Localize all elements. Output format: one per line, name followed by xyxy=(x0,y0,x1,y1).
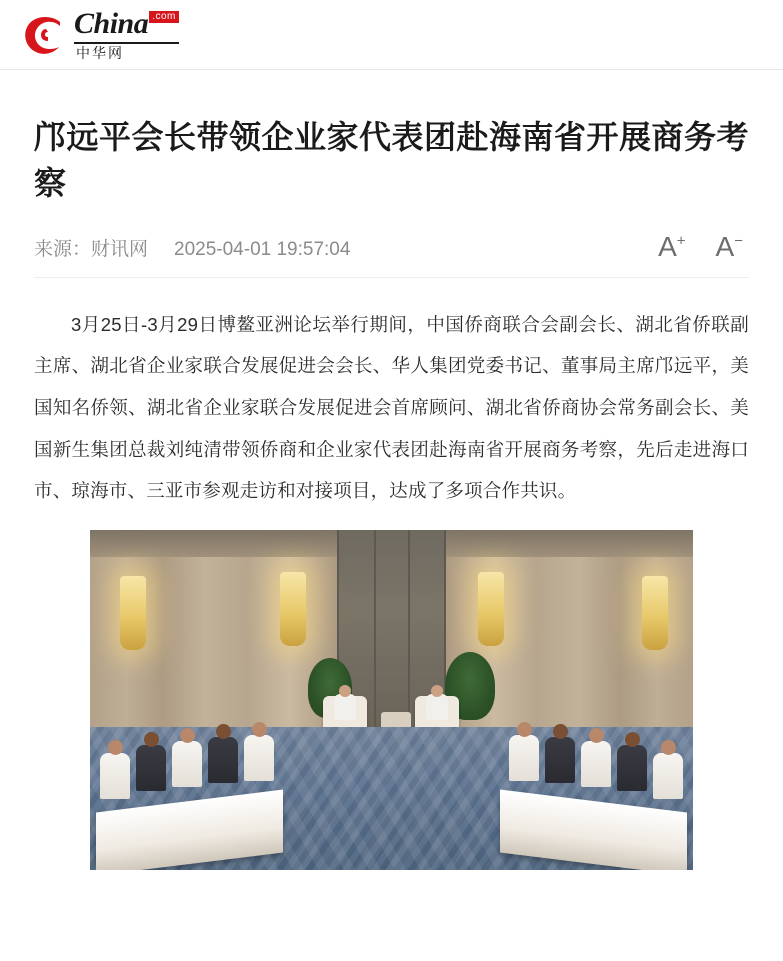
font-increase-label: A xyxy=(658,230,677,262)
logo-badge: .com xyxy=(149,11,179,23)
article-image xyxy=(90,530,693,870)
logo-main-text: China xyxy=(74,7,149,40)
attendee xyxy=(208,737,238,783)
conference-table xyxy=(500,789,687,870)
article-paragraph: 3月25日-3月29日博鳌亚洲论坛举行期间，中国侨商联合会副会长、湖北省侨联副主席、湖北省企业家联合发展促进会会长、华人集团党委书记、董事局主席邝远平，美国知名侨领、湖北省企业家联合发展促进会首席顾问、湖北省侨商协会常务副会长、美国新生集团总裁刘纯清带领侨商和企业家代表团赴海南省开展商务考察，先后走进海口市、琼海市、三亚市参观走访和对接项目，达成了多项合作共识。 xyxy=(34,313,749,502)
font-decrease-sup: − xyxy=(734,232,743,250)
conference-table xyxy=(96,789,283,870)
article-timestamp: 2025-04-01 19:57:04 xyxy=(174,238,351,260)
wall-lamp-icon xyxy=(280,572,306,646)
attendee xyxy=(509,735,539,781)
right-delegation-row xyxy=(500,727,687,863)
wall-lamp-icon xyxy=(478,572,504,646)
article-figure-wrapper xyxy=(34,530,749,870)
wall-lamp-icon xyxy=(642,576,668,650)
seated-host xyxy=(334,694,356,720)
attendee xyxy=(244,735,274,781)
site-header xyxy=(0,0,783,70)
font-decrease-button[interactable] xyxy=(715,230,743,262)
china-logo-wordmark xyxy=(74,9,179,60)
china-logo-icon xyxy=(22,13,68,57)
attendee xyxy=(172,741,202,787)
font-increase-button[interactable] xyxy=(658,230,686,262)
article-body xyxy=(34,278,749,512)
attendee xyxy=(653,753,683,799)
attendee xyxy=(545,737,575,783)
font-increase-sup: + xyxy=(676,232,686,250)
page-title: 邝远平会长带领企业家代表团赴海南省开展商务考察 xyxy=(34,119,750,202)
article-meta xyxy=(34,230,749,278)
attendee xyxy=(617,745,647,791)
china-logo[interactable] xyxy=(22,9,179,60)
left-delegation-row xyxy=(96,727,283,863)
article-container xyxy=(0,70,783,870)
attendee xyxy=(581,741,611,787)
logo-sub-text: 中华网 xyxy=(74,42,179,60)
meta-left-group xyxy=(34,234,350,261)
attendee xyxy=(136,745,166,791)
article-source: 来源：财讯网 xyxy=(34,238,149,260)
seated-guest xyxy=(426,694,448,720)
font-decrease-label: A xyxy=(715,230,735,262)
attendee xyxy=(100,753,130,799)
wall-lamp-icon xyxy=(120,576,146,650)
font-size-controls xyxy=(658,230,749,262)
